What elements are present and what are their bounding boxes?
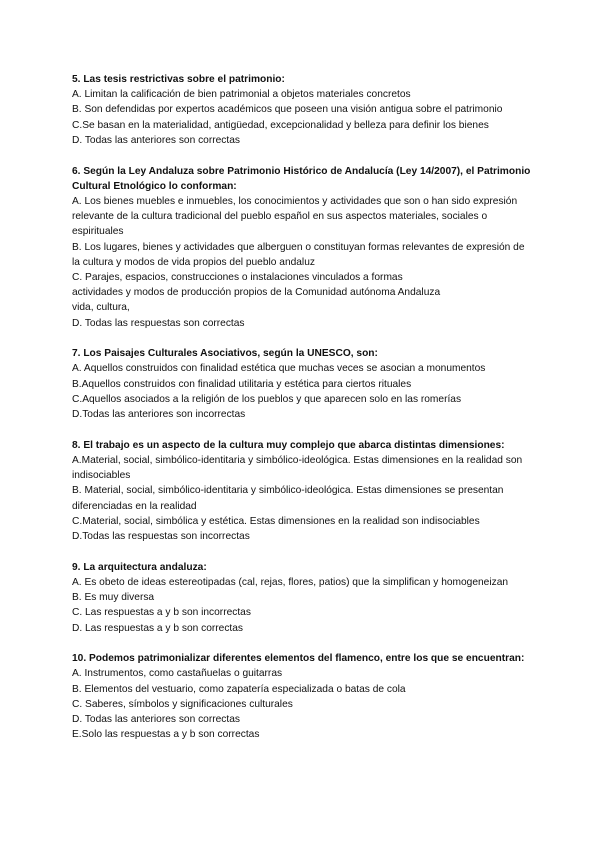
question-title: 7. Los Paisajes Culturales Asociativos, según la UNESCO, son:	[72, 348, 378, 360]
answer-option: A. Es obeto de ideas estereotipadas (cal, rejas, flores, patios) que la simplifican y homogeneizan	[72, 576, 509, 588]
question-title: 8. El trabajo es un aspecto de la cultura muy complejo que abarca distintas dimensiones:	[72, 439, 505, 451]
question-9	[72, 560, 532, 636]
answer-option: C. Parajes, espacios, construcciones o instalaciones vinculados a formas	[72, 271, 403, 283]
question-6	[72, 164, 532, 331]
answer-option: A. Los bienes muebles e inmuebles, los conocimientos y actividades que son o han sido expresión relevante de la cultura tradicional del pueblo español en sus aspectos materiales, sociales o espirituales	[72, 195, 518, 238]
answer-option: C. Saberes, símbolos y significaciones culturales	[72, 698, 293, 710]
answer-option: D.Todas las anteriores son incorrectas	[72, 409, 246, 421]
answer-option: B.Aquellos construidos con finalidad utilitaria y estética para ciertos rituales	[72, 378, 412, 390]
question-title: 10. Podemos patrimonializar diferentes elementos del flamenco, entre los que se encuentran:	[72, 653, 525, 665]
answer-option: D. Todas las anteriores son correctas	[72, 714, 240, 726]
answer-option: B. Son defendidas por expertos académicos que poseen una visión antigua sobre el patrimonio	[72, 104, 503, 116]
answer-option: A. Instrumentos, como castañuelas o guitarras	[72, 668, 283, 680]
answer-option: C.Aquellos asociados a la religión de los pueblos y que aparecen solo en las romerías	[72, 393, 462, 405]
answer-option: A.Material, social, simbólico-identitaria y simbólico-ideológica. Estas dimensiones en la realidad son indisociables	[72, 454, 523, 482]
answer-option-continuation: vida, cultura,	[72, 302, 130, 314]
document-page	[72, 72, 532, 758]
answer-option: B. Material, social, simbólico-identitaria y simbólico-ideológica. Estas dimensiones se presentan diferenciadas en la realidad	[72, 485, 504, 512]
question-7	[72, 346, 532, 422]
question-title: 5. Las tesis restrictivas sobre el patrimonio:	[72, 74, 285, 85]
question-title: 6. Según la Ley Andaluza sobre Patrimonio Histórico de Andalucía (Ley 14/2007), el Patrimonio Cultural Etnológico lo conforman:	[72, 165, 531, 192]
answer-option: C.Material, social, simbólica y estética. Estas dimensiones en la realidad son indisociables	[72, 515, 480, 527]
answer-option: D.Todas las respuestas son incorrectas	[72, 530, 250, 542]
answer-option: D. Las respuestas a y b son correctas	[72, 622, 244, 634]
answer-option: D. Todas las anteriores son correctas	[72, 134, 240, 146]
answer-option: A. Aquellos construidos con finalidad estética que muchas veces se asocian a monumentos	[72, 363, 486, 375]
answer-option: C. Las respuestas a y b son incorrectas	[72, 607, 251, 619]
answer-option: A. Limitan la calificación de bien patrimonial a objetos materiales concretos	[72, 89, 411, 101]
question-10	[72, 651, 532, 742]
answer-option: B. Los lugares, bienes y actividades que alberguen o constituyan formas relevantes de expresión de la cultura y modos de vida propios del pueblo andaluz	[72, 241, 525, 268]
answer-option: D. Todas las respuestas son correctas	[72, 317, 245, 329]
answer-option: B. Es muy diversa	[72, 592, 155, 604]
answer-option: C.Se basan en la materialidad, antigüedad, excepcionalidad y belleza para definir los bienes	[72, 119, 489, 131]
answer-option: E.Solo las respuestas a y b son correctas	[72, 729, 260, 741]
question-5	[72, 72, 532, 148]
question-8	[72, 438, 532, 544]
answer-option: B. Elementos del vestuario, como zapatería especializada o batas de cola	[72, 683, 406, 695]
answer-option-continuation: actividades y modos de producción propios de la Comunidad autónoma Andaluza	[72, 287, 441, 299]
question-title: 9. La arquitectura andaluza:	[72, 561, 207, 573]
